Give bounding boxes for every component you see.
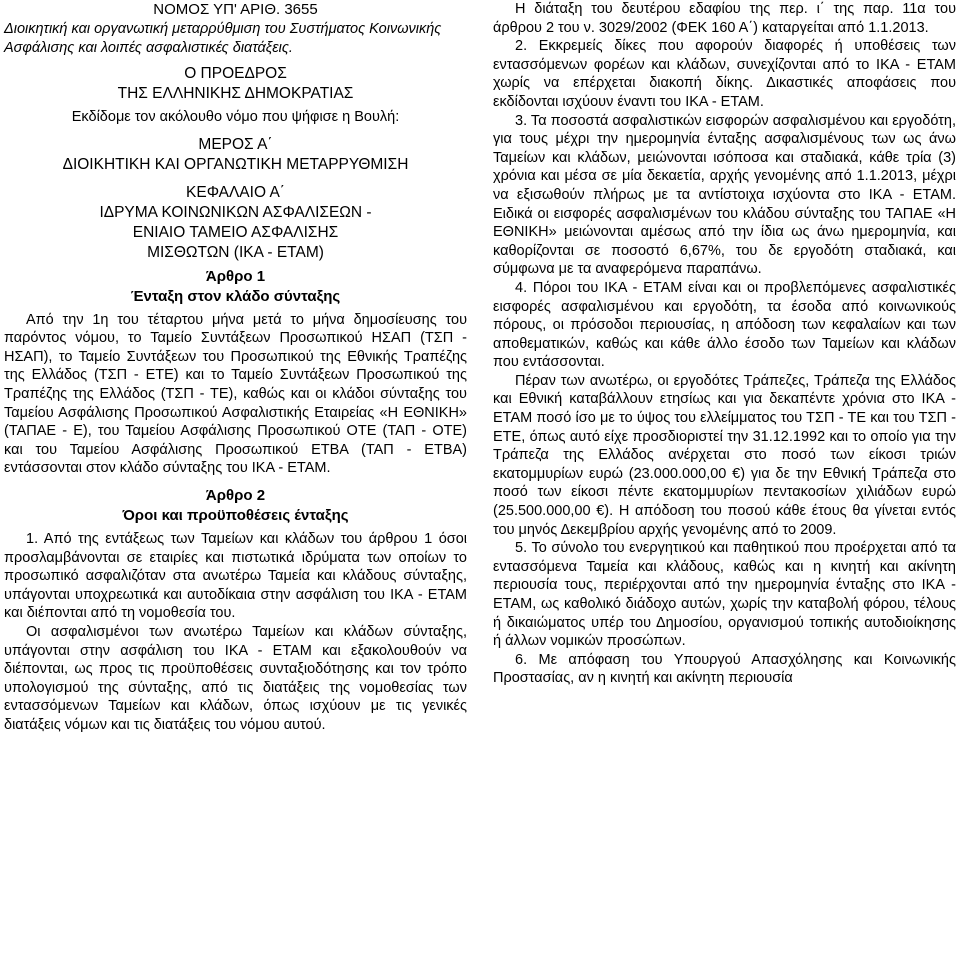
article-2-paragraph-4: 4. Πόροι του ΙΚΑ - ΕΤΑΜ είναι και οι προβλεπόμενες ασφαλιστικές εισφορές ασφαλισμένου και εργοδότη, τα έσοδα από κοινωνικούς πόρους, οι πρόσοδοι περιουσίας, η απόδοση των κεφαλαίων και των αποθεματικών, καθώς και κάθε άλλο έσοδο των Ταμείων και κλάδων που εντάσσονται.	[493, 279, 956, 371]
law-summary: Διοικητική και οργανωτική μεταρρύθμιση του Συστήματος Κοινωνικής Ασφάλισης και λοιπές ασφαλιστικές διατάξεις.	[4, 21, 442, 56]
article-1-title: Ένταξη στον κλάδο σύνταξης	[130, 287, 341, 305]
article-1-label: Άρθρο 1	[205, 267, 266, 285]
law-number: ΝΟΜΟΣ ΥΠ' ΑΡΙΘ. 3655	[153, 1, 318, 18]
article-2-paragraph-4b: Πέραν των ανωτέρω, οι εργοδότες Τράπεζες, Τράπεζα της Ελλάδος και Εθνική καταβάλλουν ετησίως και για δεκαπέντε χρόνια στο ΙΚΑ - ΕΤΑΜ ποσό ίσο με το ύψος του ελλείμματος του ΤΣΠ - ΤΕ και του ΤΣΠ - ΕΤΕ, όπως αυτό είχε προσδιοριστεί την 31.12.1992 και το οποίο για την Τράπεζα της Ελλάδος ανέρχεται στο ποσό των είκοσι τριών εκατομμυρίων ευρώ (23.000.000,00 €) για δε την Εθνική Τράπεζα στο ποσό των είκοσι πέντε εκατομμυρίων πεντακοσίων χιλιάδων ευρώ (25.500.000,00 €). Η απόδοση του ποσού κάθε έτους θα γίνεται εντός του μηνός Δεκεμβρίου αρχής γενομένης από το 2009.	[493, 372, 956, 538]
article-2-label: Άρθρο 2	[205, 486, 266, 504]
article-2-paragraph-1c: Η διάταξη του δευτέρου εδαφίου της περ. ι΄ της παρ. 11α του άρθρου 2 του ν. 3029/2002 (ΦΕΚ 160 Α΄) καταργείται από 1.1.2013.	[493, 1, 956, 36]
chapter-label: ΚΕΦΑΛΑΙΟ Α΄	[186, 183, 285, 201]
president-line-2: ΤΗΣ ΕΛΛΗΝΙΚΗΣ ΔΗΜΟΚΡΑΤΙΑΣ	[117, 85, 354, 102]
part-title: ΔΙΟΙΚΗΤΙΚΗ ΚΑΙ ΟΡΓΑΝΩΤΙΚΗ ΜΕΤΑΡΡΥΘΜΙΣΗ	[62, 155, 409, 173]
president-line-1: Ο ΠΡΟΕΔΡΟΣ	[184, 65, 287, 82]
chapter-title-line-2: ΕΝΙΑΙΟ ΤΑΜΕΙΟ ΑΣΦΑΛΙΣΗΣ	[132, 223, 339, 241]
article-2-paragraph-1: 1. Από της εντάξεως των Ταμείων και κλάδων του άρθρου 1 όσοι προσλαμβάνονται σε εταιρίες και πιστωτικά ιδρύματα των οποίων το προσωπικό ασφαλιζόταν στα ανωτέρω Ταμεία και κλάδους σύνταξης, υπάγονται υποχρεωτικά και αυτοδίκαια στην ασφάλιση του ΙΚΑ - ΕΤΑΜ και διέπονται από τη νομοθεσία του.	[4, 530, 467, 622]
article-1-text: Από την 1η του τέταρτου μήνα μετά το μήνα δημοσίευσης του παρόντος νόμου, το Ταμείο Συντάξεων Προσωπικού ΗΣΑΠ (ΤΣΠ - ΗΣΑΠ), το Ταμείο Συντάξεων του Προσωπικού της Εθνικής Τραπέζης της Ελλάδος (ΤΣΠ - ΕΤΕ) και το Ταμείο Συντάξεων Προσωπικού της Τραπέζης της Ελλάδος (ΤΣΠ - ΤΕ), καθώς και οι κλάδοι σύνταξης του Ταμείου Ασφάλισης Προσωπικού Ασφαλιστικής Εταιρείας «Η ΕΘΝΙΚΗ» (ΤΑΠΑΕ - Ε), του Ταμείου Ασφάλισης Προσωπικού ΟΤΕ (ΤΑΠ - ΟΤΕ) και του Ταμείου Ασφάλισης Προσωπικού ΕΤΒΑ (ΤΑΠ - ΕΤΒΑ) εντάσσονται στον κλάδο σύνταξης του ΙΚΑ - ΕΤΑΜ.	[4, 311, 467, 477]
left-column	[4, 0, 467, 734]
article-2-paragraph-6: 6. Με απόφαση του Υπουργού Απασχόλησης και Κοινωνικής Προστασίας, αν η κινητή και ακίνητη περιουσία	[493, 651, 956, 687]
article-2-paragraph-3: 3. Τα ποσοστά ασφαλιστικών εισφορών ασφαλισμένου και εργοδότη, για τους μέχρι την ημερομηνία ένταξης ασφαλισμένους των ως άνω Ταμείων και κλάδων, μειώνονται ισόποσα και σταδιακά, κάθε τρία (3) χρόνια και μέσα σε μία δεκαετία, αρχής γενομένης από 1.1.2013, μέχρι να εξισωθούν πλήρως με τα αντίστοιχα ισχύοντα στο ΙΚΑ - ΕΤΑΜ. Ειδικά οι εισφορές ασφαλισμένων του κλάδου σύνταξης του ΤΑΠΑΕ «Η ΕΘΝΙΚΗ» μειώνονται αμέσως από την ίδια ως άνω ημερομηνία, και καθορίζονται σε ποσοστό 6,67%, του δε εργοδότη σταδιακά, και σύμφωνα με τα αναφερόμενα παραπάνω.	[493, 112, 956, 278]
article-2-title: Όροι και προϋποθέσεις ένταξης	[122, 506, 349, 524]
chapter-title-line-1: ΙΔΡΥΜΑ ΚΟΙΝΩΝΙΚΩΝ ΑΣΦΑΛΙΣΕΩΝ -	[99, 203, 372, 221]
chapter-title-line-3: ΜΙΣΘΩΤΩΝ (ΙΚΑ - ΕΤΑΜ)	[147, 243, 324, 261]
article-2-paragraph-2: 2. Εκκρεμείς δίκες που αφορούν διαφορές ή υποθέσεις των εντασσόμενων φορέων και κλάδων, συνεχίζονται από το ΙΚΑ - ΕΤΑΜ χωρίς να επέρχεται διακοπή δίκης. Δικαστικές αποφάσεις που εκδίδονται ισχύουν έναντι του ΙΚΑ - ΕΤΑΜ.	[493, 38, 956, 110]
article-2-paragraph-5: 5. Το σύνολο του ενεργητικού και παθητικού που προέρχεται από τα εντασσόμενα Ταμεία και κλάδους, καθώς και η κινητή και ακίνητη περιουσία τους, περιέρχονται από την ημερομηνία ένταξης στο ΙΚΑ - ΕΤΑΜ, ως καθολικό διάδοχο αυτών, χωρίς την καταβολή φόρου, τέλους ή δικαιώματος υπέρ του Δημοσίου, οργανισμού τοπικής αυτοδιοίκησης ή άλλων νομικών προσώπων.	[493, 540, 956, 650]
part-label: ΜΕΡΟΣ Α΄	[198, 135, 273, 153]
article-2-paragraph-1b: Οι ασφαλισμένοι των ανωτέρω Ταμείων και κλάδων σύνταξης, υπάγονται στην ασφάλιση του ΙΚΑ - ΕΤΑΜ και εξακολουθούν να διέπονται, ως προς τις προϋποθέσεις συνταξιοδότησης και τον τρόπο υπολογισμού της σύνταξης, από τις διατάξεις της νομοθεσίας των εντασσόμενων Ταμείων και κλάδων, όπως ισχύουν με τις γενικές διατάξεις νόμων και τις διατάξεις του νόμου αυτού.	[4, 623, 467, 733]
right-column	[493, 0, 956, 688]
promulgation-text: Εκδίδομε τον ακόλουθο νόμο που ψήφισε η Βουλή:	[71, 109, 400, 125]
